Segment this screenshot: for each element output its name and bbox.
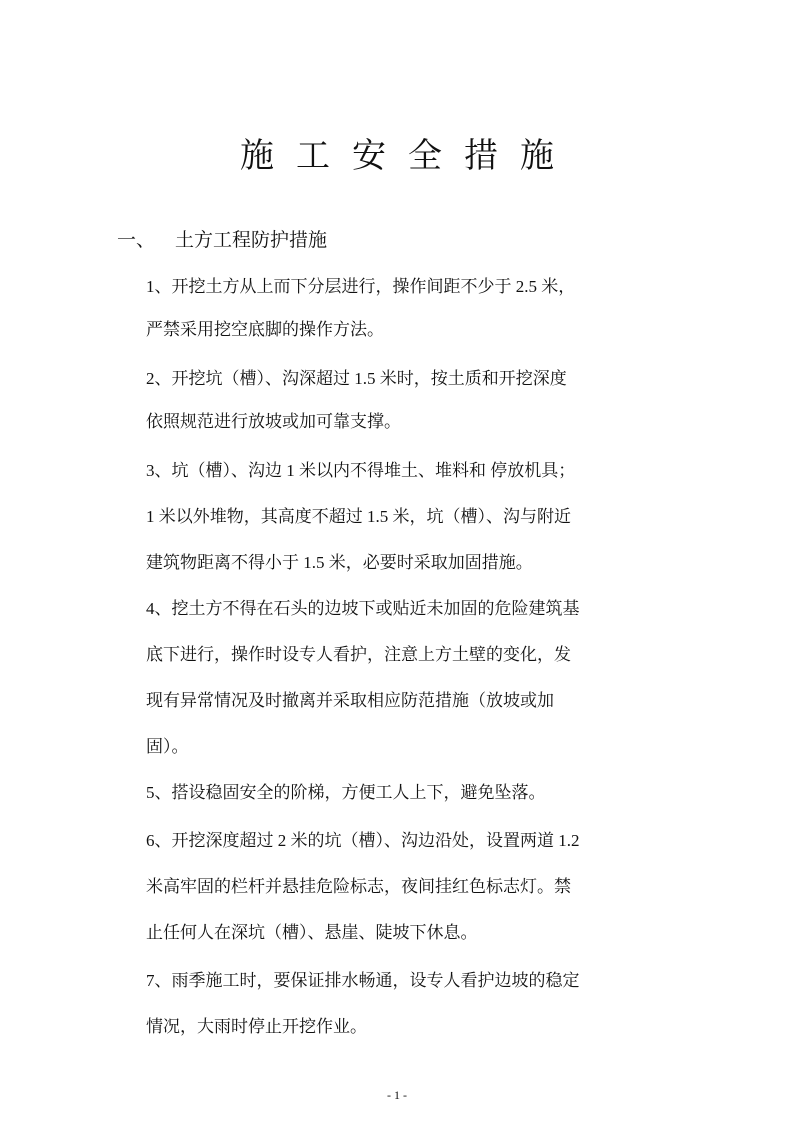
- paragraph-line: 止任何人在深坑（槽）、悬崖、陡坡下休息。: [146, 923, 478, 942]
- paragraph-line: 建筑物距离不得小于 1.5 米，必要时采取加固措施。: [146, 553, 533, 572]
- paragraph-line: 2、开挖坑（槽）、沟深超过 1.5 米时，按土质和开挖深度: [146, 369, 567, 388]
- paragraph-line: 5、搭设稳固安全的阶梯，方便工人上下，避免坠落。: [146, 783, 546, 802]
- paragraph-line: 底下进行，操作时设专人看护，注意上方土壁的变化，发: [146, 645, 571, 664]
- paragraph-line: 4、挖土方不得在石头的边坡下或贴近未加固的危险建筑基: [146, 599, 580, 618]
- paragraph-line: 严禁采用挖空底脚的操作方法。: [146, 320, 384, 339]
- paragraph-line: 3、坑（槽）、沟边 1 米以内不得堆土、堆料和 停放机具；: [146, 461, 576, 480]
- document-title: 施工安全措施: [240, 138, 576, 175]
- paragraph-line: 6、开挖深度超过 2 米的坑（槽）、沟边沿处，设置两道 1.2: [146, 831, 580, 850]
- section-title: 土方工程防护措施: [175, 230, 328, 251]
- paragraph-line: 情况，大雨时停止开挖作业。: [146, 1017, 367, 1036]
- page-number: - 1 -: [387, 1088, 407, 1102]
- paragraph-line: 依照规范进行放坡或加可靠支撑。: [146, 412, 401, 431]
- paragraph-line: 米高牢固的栏杆并悬挂危险标志，夜间挂红色标志灯。禁: [146, 877, 571, 896]
- paragraph-line: 1 米以外堆物，其高度不超过 1.5 米，坑（槽）、沟与附近: [146, 507, 571, 526]
- section-heading: [117, 225, 327, 252]
- paragraph-line: 现有异常情况及时撤离并采取相应防范措施（放坡或加: [146, 691, 554, 710]
- paragraph-line: 1、开挖土方从上而下分层进行，操作间距不少于 2.5 米，: [146, 277, 576, 296]
- paragraph-line: 7、雨季施工时，要保证排水畅通，设专人看护边坡的稳定: [146, 971, 580, 990]
- paragraph-line: 固）。: [146, 737, 189, 756]
- section-number: 一、: [117, 230, 156, 251]
